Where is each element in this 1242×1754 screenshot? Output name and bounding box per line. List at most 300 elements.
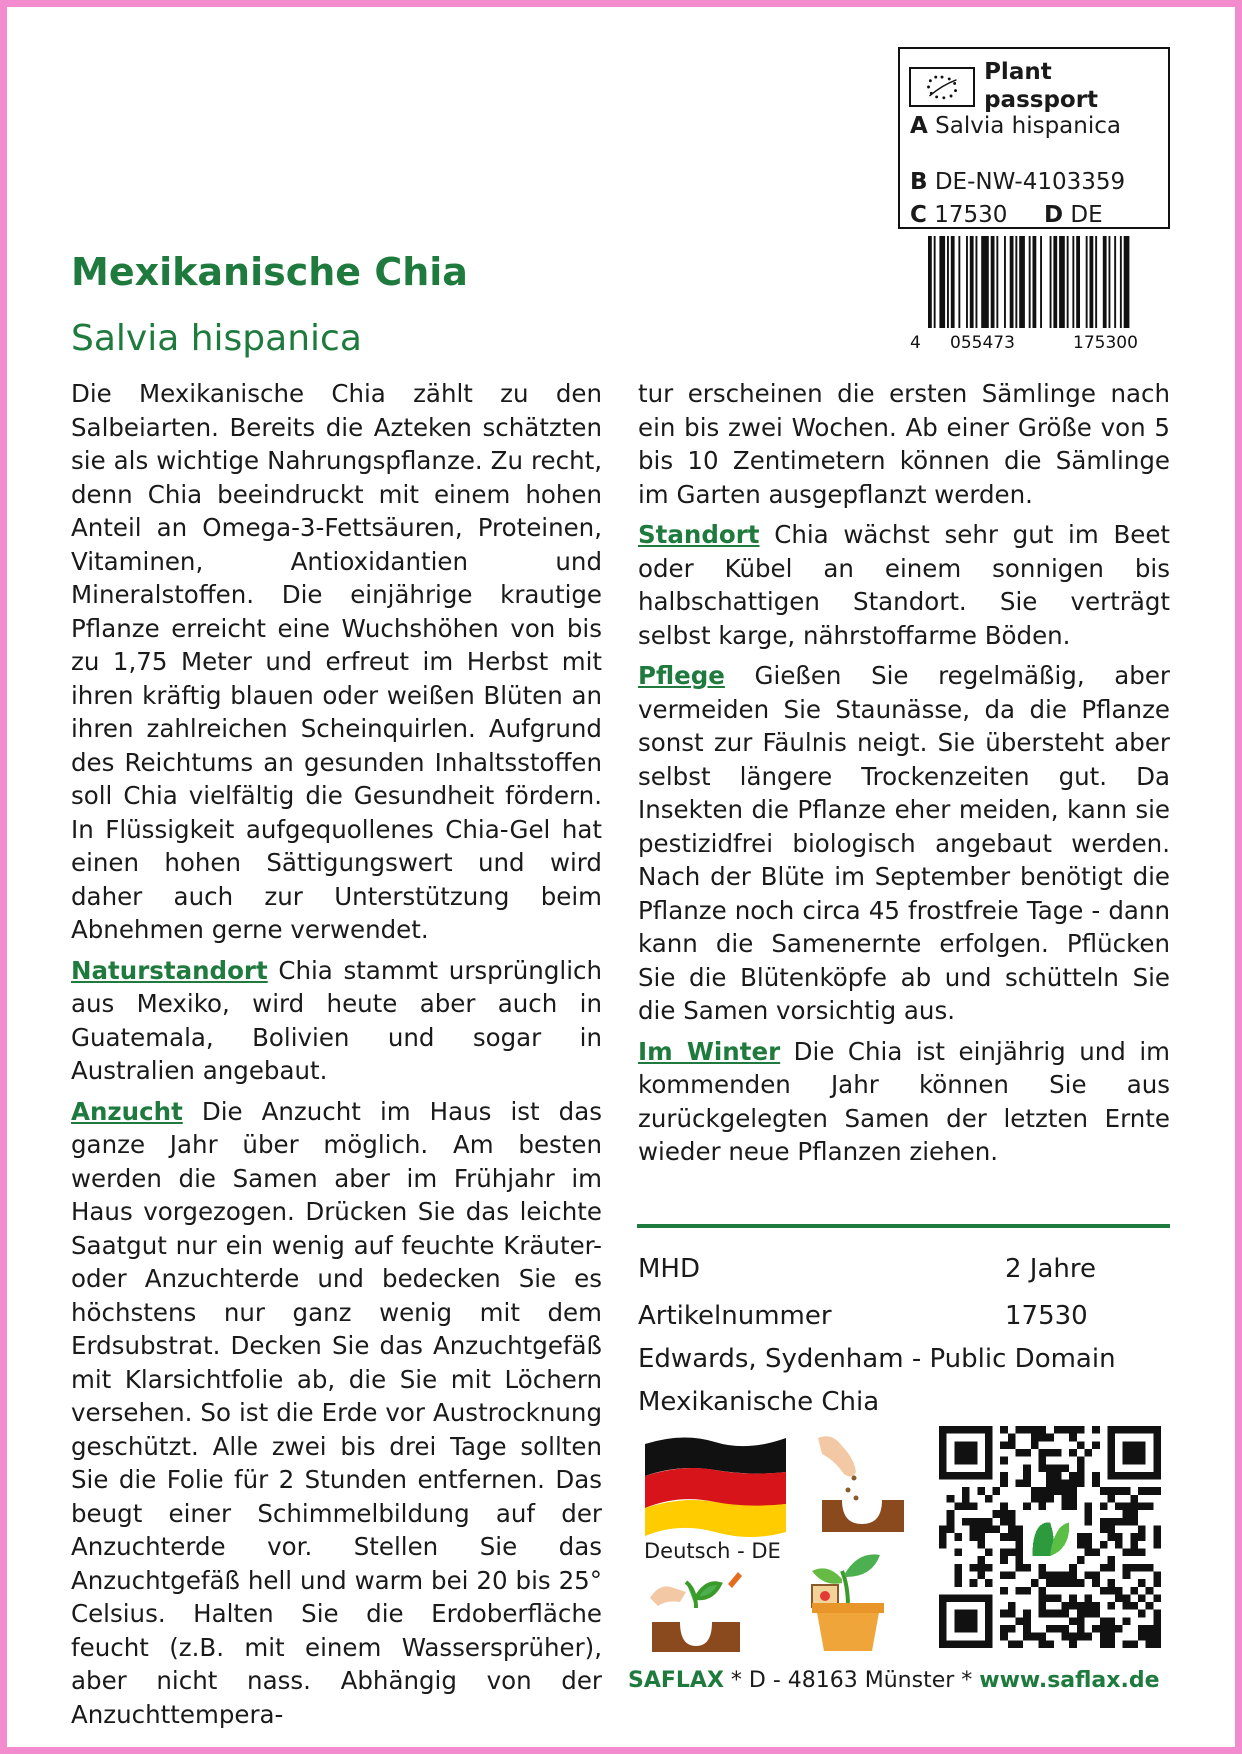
qr-module: [1153, 1579, 1161, 1587]
naturstandort-paragraph: [71, 954, 602, 1088]
barcode-bar: [1103, 236, 1107, 328]
qr-module: [977, 1487, 985, 1495]
qr-module: [1146, 1625, 1154, 1633]
qr-module: [970, 1503, 978, 1511]
qr-module: [1077, 1602, 1085, 1610]
qr-module: [954, 1610, 977, 1633]
qr-module: [1016, 1449, 1024, 1457]
qr-module: [1069, 1633, 1077, 1641]
qr-module: [1146, 1587, 1154, 1595]
qr-module: [1046, 1472, 1054, 1480]
barcode-bar: [1040, 236, 1042, 328]
qr-module: [1138, 1548, 1146, 1556]
qr-module: [1123, 1503, 1131, 1511]
qr-module: [939, 1541, 947, 1549]
barcode-bar: [1050, 236, 1052, 328]
qr-module: [1031, 1434, 1039, 1442]
qr-module: [1069, 1426, 1077, 1434]
qr-module: [1031, 1487, 1039, 1495]
qr-module: [1107, 1526, 1115, 1534]
qr-module: [1138, 1594, 1146, 1602]
qr-module: [1130, 1510, 1138, 1518]
qr-module: [1023, 1426, 1031, 1434]
standort-heading: Standort: [638, 520, 760, 549]
qr-module: [1039, 1464, 1047, 1472]
qr-module: [1046, 1594, 1054, 1602]
qr-module: [1123, 1441, 1146, 1464]
barcode-bar: [1059, 236, 1065, 328]
qr-module: [1130, 1518, 1138, 1526]
qr-module: [1077, 1464, 1085, 1472]
qr-module: [1031, 1579, 1039, 1587]
qr-module: [1115, 1594, 1123, 1602]
qr-module: [1138, 1526, 1146, 1534]
language-label: Deutsch - DE: [644, 1539, 781, 1563]
barcode-bar: [996, 236, 998, 328]
qr-module: [1084, 1510, 1092, 1518]
qr-module: [1031, 1441, 1039, 1449]
qr-module: [1039, 1503, 1047, 1511]
barcode-bar: [1053, 236, 1057, 328]
qr-module: [1115, 1625, 1123, 1633]
qr-module: [1153, 1526, 1161, 1534]
qr-module: [939, 1426, 993, 1434]
qr-module: [954, 1503, 962, 1511]
qr-module: [1069, 1503, 1077, 1511]
qr-module: [977, 1533, 985, 1541]
barcode-digits-left: 055473: [950, 333, 1015, 351]
qr-module: [1138, 1579, 1146, 1587]
qr-module: [1023, 1617, 1031, 1625]
qr-module: [1054, 1625, 1062, 1633]
qr-module: [1146, 1487, 1154, 1495]
barcode-bar: [1010, 236, 1014, 328]
barcode-bar: [1019, 236, 1025, 328]
qr-module: [993, 1487, 1001, 1495]
qr-module: [1077, 1533, 1085, 1541]
qr-module: [1107, 1426, 1115, 1480]
passport-c-label: C: [910, 202, 927, 228]
qr-module: [1084, 1541, 1092, 1549]
qr-module: [1077, 1457, 1085, 1465]
qr-module: [1138, 1633, 1146, 1641]
qr-module: [939, 1594, 993, 1602]
qr-module: [1100, 1633, 1108, 1641]
barcode-bar: [934, 236, 936, 328]
qr-module: [1008, 1640, 1016, 1648]
qr-code-icon: [939, 1426, 1161, 1648]
qr-module: [1069, 1602, 1077, 1610]
qr-module: [1123, 1640, 1131, 1648]
qr-module: [1107, 1602, 1115, 1610]
qr-module: [1069, 1480, 1077, 1488]
qr-module: [1016, 1480, 1024, 1488]
passport-row-c: [910, 202, 1103, 230]
qr-module: [1100, 1503, 1108, 1511]
qr-module: [985, 1564, 993, 1572]
qr-module: [1153, 1487, 1161, 1495]
passport-a-label: A: [910, 113, 928, 139]
qr-module: [1084, 1610, 1092, 1618]
passport-c-value: 17530: [934, 202, 1008, 228]
barcode-bar: [958, 236, 960, 328]
qr-module: [1123, 1487, 1131, 1495]
barcode-bar: [1109, 236, 1111, 328]
sowing-hand-icon: [812, 1428, 912, 1538]
qr-module: [985, 1579, 993, 1587]
page-title: Mexikanische Chia: [71, 250, 468, 294]
qr-module: [977, 1571, 985, 1579]
qr-module: [1100, 1587, 1108, 1595]
qr-module: [1100, 1625, 1108, 1633]
qr-module: [1130, 1541, 1138, 1549]
winter-paragraph: [638, 1035, 1170, 1169]
qr-module: [1000, 1441, 1008, 1449]
qr-module: [1146, 1633, 1154, 1641]
barcode-bar: [991, 236, 995, 328]
qr-module: [1146, 1564, 1154, 1572]
qr-module: [1046, 1625, 1054, 1633]
pflege-heading: Pflege: [638, 661, 725, 690]
passport-d-value: DE: [1070, 202, 1103, 228]
qr-module: [954, 1533, 962, 1541]
qr-module: [970, 1579, 978, 1587]
qr-module: [1100, 1640, 1108, 1648]
qr-module: [1107, 1640, 1115, 1648]
qr-module: [1046, 1571, 1054, 1579]
qr-module: [1039, 1610, 1047, 1618]
qr-module: [1061, 1487, 1069, 1495]
barcode-bar: [1015, 236, 1017, 328]
qr-module: [1077, 1472, 1085, 1480]
qr-module: [962, 1487, 970, 1495]
potted-seedling-icon: [798, 1545, 898, 1655]
qr-module: [1115, 1587, 1123, 1595]
qr-module: [1008, 1434, 1016, 1442]
footer-url[interactable]: www.saflax.de: [979, 1668, 1160, 1693]
qr-module: [1115, 1503, 1123, 1511]
qr-module: [962, 1503, 970, 1511]
qr-module: [1039, 1495, 1047, 1503]
qr-module: [1107, 1587, 1115, 1595]
qr-module: [1046, 1480, 1054, 1488]
qr-module: [1023, 1480, 1031, 1488]
qr-module: [1077, 1579, 1085, 1587]
qr-module: [1130, 1495, 1138, 1503]
barcode-bar: [1086, 236, 1088, 328]
qr-module: [1054, 1464, 1062, 1472]
qr-module: [1069, 1640, 1077, 1648]
qr-module: [1069, 1564, 1077, 1572]
artikel-value: 17530: [1005, 1301, 1088, 1331]
qr-module: [1115, 1541, 1123, 1549]
qr-module: [1153, 1426, 1161, 1480]
qr-module: [1023, 1503, 1031, 1511]
qr-module: [1092, 1571, 1100, 1579]
qr-module: [1084, 1449, 1092, 1457]
qr-module: [1016, 1533, 1024, 1541]
qr-module: [1100, 1564, 1108, 1572]
qr-module: [1023, 1449, 1031, 1457]
qr-module: [1077, 1480, 1085, 1488]
qr-module: [1000, 1533, 1008, 1541]
qr-module: [1153, 1594, 1161, 1602]
intro-paragraph: Die Mexikanische Chia zählt zu den Salbeiarten. Bereits die Azteken schätzten sie als wichtige Nahrungspflanze. Zu recht, denn Chia beeindruckt mit einem hohen Anteil an Omega-3-Fettsäuren, Proteinen, Vitaminen, Antioxidantien und Mineralstoffen. Die einjährige krautige Pflanze erreicht eine Wuchshöhen von bis zu 1,75 Meter und erfreut im Herbst mit ihren kräftig blauen oder weißen Blüten an ihren zahlreichen Scheinquirlen. Aufgrund des Reichtums an gesunden Inhaltsstoffen soll Chia vielfältig die Gesundheit fördern. In Flüssigkeit aufgequollenes Chia-Gel hat einen hohen Sättigungswert und wird daher auch zur Unterstützung beim Abnehmen gerne verwendet.: [71, 379, 602, 944]
barcode-bar: [939, 236, 945, 328]
barcode-bar: [1120, 236, 1122, 328]
qr-module: [1016, 1526, 1024, 1534]
qr-module: [1016, 1617, 1024, 1625]
qr-module: [1107, 1564, 1115, 1572]
qr-module: [1008, 1526, 1016, 1534]
pflege-paragraph: [638, 659, 1170, 1028]
barcode-bar: [928, 236, 932, 328]
qr-module: [1008, 1510, 1016, 1518]
barcode-bar: [970, 236, 974, 328]
qr-module: [1061, 1480, 1069, 1488]
qr-module: [1153, 1533, 1161, 1541]
barcode-digit-first: 4: [910, 333, 921, 351]
qr-module: [1092, 1441, 1100, 1449]
qr-module: [1130, 1533, 1138, 1541]
qr-module: [1023, 1464, 1031, 1472]
qr-module: [1092, 1426, 1100, 1434]
barcode-bar: [981, 236, 989, 328]
naturstandort-text: Chia stammt ursprünglich aus Mexiko, wird heute aber auch in Guatemala, Bolivien und sogar in Australien angebaut.: [71, 955, 602, 1085]
qr-module: [1054, 1472, 1062, 1480]
qr-module: [993, 1510, 1001, 1518]
qr-module: [1146, 1503, 1154, 1511]
qr-module: [985, 1526, 993, 1534]
qr-module: [1023, 1625, 1031, 1633]
qr-module: [1084, 1533, 1092, 1541]
barcode-bar: [947, 236, 949, 328]
qr-module: [1069, 1449, 1077, 1457]
qr-module: [1039, 1640, 1047, 1648]
qr-module: [1061, 1426, 1069, 1434]
qr-module: [1107, 1579, 1115, 1587]
qr-module: [1023, 1472, 1031, 1480]
qr-module: [939, 1594, 947, 1648]
anzucht-text: Die Anzucht im Haus ist das ganze Jahr über möglich. Am besten werden die Samen aber im Frühjahr im Haus vorgezogen. Drücken Sie das leichte Saatgut nur ein wenig auf feuchte Kräuter- oder Anzuchterde und bedecken Sie es höchstens nur ganz wenig mit dem Erdsubstrat. Decken Sie das Anzuchtgefäß mit Klarsichtfolie ab, die Sie mit Löchern versehen. So ist die Erde vor Austrocknung geschützt. Alle zwei bis drei Tage sollten Sie die Folie für 2 Stunden entfernen. Das beugt einer Schimmelbildung auf der Anzuchterde vor. Stellen Sie das Anzuchtgefäß hell und warm bei 20 bis 25° Celsius. Halten Sie die Erdoberfläche feucht (z.B. mit einem Wassersprüher), aber nicht nass. Abhängig von der Anzuchttempera-: [71, 1096, 602, 1729]
qr-module: [1000, 1503, 1008, 1511]
qr-module: [939, 1533, 947, 1541]
barcode-bar: [1033, 236, 1037, 328]
qr-module: [1077, 1633, 1085, 1641]
qr-module: [1069, 1487, 1077, 1495]
qr-module: [970, 1533, 978, 1541]
qr-module: [1123, 1602, 1131, 1610]
qr-module: [1008, 1571, 1016, 1579]
qr-module: [1077, 1610, 1085, 1618]
text-column-right: [638, 377, 1170, 1176]
qr-module: [1000, 1480, 1008, 1488]
qr-module: [1130, 1503, 1138, 1511]
qr-module: [1000, 1510, 1008, 1518]
qr-module: [1000, 1472, 1008, 1480]
qr-module: [1153, 1610, 1161, 1618]
barcode: [906, 236, 1171, 351]
qr-module: [1008, 1518, 1016, 1526]
qr-module: [939, 1526, 947, 1534]
qr-module: [1069, 1617, 1077, 1625]
qr-module: [1138, 1503, 1146, 1511]
qr-module: [1092, 1610, 1100, 1618]
qr-module: [1138, 1487, 1146, 1495]
qr-module: [1008, 1602, 1016, 1610]
qr-module: [1039, 1602, 1047, 1610]
qr-module: [985, 1426, 993, 1480]
qr-module: [939, 1640, 993, 1648]
barcode-bar: [1067, 236, 1069, 328]
qr-module: [1077, 1617, 1085, 1625]
qr-module: [1084, 1518, 1092, 1526]
qr-module: [1000, 1548, 1008, 1556]
flag-germany-icon: [643, 1432, 788, 1538]
qr-module: [1107, 1556, 1115, 1564]
qr-module: [1039, 1587, 1047, 1595]
qr-module: [1016, 1426, 1024, 1434]
qr-module: [1123, 1617, 1131, 1625]
text-column-left: [71, 377, 602, 1738]
footer-brand: SAFLAX: [628, 1668, 724, 1693]
qr-module: [1061, 1503, 1069, 1511]
qr-module: [947, 1495, 955, 1503]
qr-module: [1061, 1633, 1069, 1641]
qr-module: [977, 1526, 985, 1534]
qr-module: [1092, 1472, 1100, 1480]
qr-module: [1008, 1548, 1016, 1556]
qr-module: [1031, 1426, 1039, 1434]
qr-module: [1153, 1625, 1161, 1633]
qr-module: [962, 1518, 970, 1526]
qr-module: [1046, 1579, 1054, 1587]
qr-module: [1092, 1625, 1100, 1633]
standort-paragraph: [638, 518, 1170, 652]
qr-module: [1107, 1533, 1115, 1541]
qr-module: [1092, 1602, 1100, 1610]
qr-module: [1061, 1495, 1069, 1503]
barcode-bar: [1124, 236, 1130, 328]
qr-module: [1016, 1548, 1024, 1556]
passport-row-a: [910, 113, 1121, 141]
qr-module: [1000, 1556, 1008, 1564]
barcode-bar: [1072, 236, 1074, 328]
qr-module: [1115, 1487, 1123, 1495]
qr-module: [1054, 1480, 1062, 1488]
qr-module: [1000, 1426, 1008, 1434]
qr-module: [970, 1518, 978, 1526]
qr-module: [1069, 1495, 1077, 1503]
qr-module: [1000, 1571, 1008, 1579]
qr-module: [1031, 1495, 1039, 1503]
qr-module: [1130, 1564, 1138, 1572]
qr-module: [1153, 1640, 1161, 1648]
qr-module: [1046, 1495, 1054, 1503]
qr-module: [1107, 1426, 1161, 1434]
artikel-label: Artikelnummer: [638, 1301, 832, 1331]
qr-module: [1107, 1495, 1115, 1503]
passport-d-label: D: [1044, 202, 1064, 228]
qr-module: [1138, 1533, 1146, 1541]
qr-module: [1084, 1633, 1092, 1641]
barcode-bar: [951, 236, 955, 328]
qr-module: [1000, 1518, 1008, 1526]
qr-module: [977, 1518, 985, 1526]
passport-b-label: B: [910, 169, 928, 195]
qr-module: [1000, 1625, 1008, 1633]
qr-module: [1061, 1602, 1069, 1610]
barcode-bar: [1076, 236, 1080, 328]
qr-module: [1077, 1625, 1085, 1633]
qr-module: [1046, 1464, 1054, 1472]
qr-module: [1123, 1564, 1131, 1572]
qr-module: [939, 1426, 947, 1480]
footer-address: * D - 48163 Münster *: [723, 1668, 980, 1693]
qr-module: [1107, 1633, 1115, 1641]
qr-module: [1107, 1487, 1115, 1495]
qr-module: [1100, 1541, 1108, 1549]
qr-module: [1153, 1541, 1161, 1549]
qr-module: [1069, 1594, 1077, 1602]
qr-module: [985, 1548, 993, 1556]
qr-module: [1077, 1426, 1085, 1434]
qr-module: [1054, 1594, 1062, 1602]
qr-module: [947, 1518, 955, 1526]
qr-module: [977, 1541, 985, 1549]
qr-module: [1084, 1503, 1092, 1511]
qr-module: [1054, 1610, 1062, 1618]
qr-module: [1153, 1617, 1161, 1625]
qr-module: [947, 1510, 955, 1518]
qr-module: [1054, 1579, 1062, 1587]
passport-row-b: [910, 169, 1125, 197]
eu-organic-leaf-icon: [909, 67, 975, 107]
qr-module: [1054, 1571, 1062, 1579]
passport-title: Plant passport: [984, 59, 1099, 113]
qr-module: [1130, 1587, 1138, 1595]
mhd-value: 2 Jahre: [1005, 1254, 1096, 1284]
barcode-bar: [1029, 236, 1031, 328]
qr-module: [1123, 1518, 1131, 1526]
qr-module: [1092, 1579, 1100, 1587]
qr-module: [1008, 1610, 1016, 1618]
barcode-bar: [1095, 236, 1097, 328]
qr-module: [1000, 1587, 1008, 1595]
qr-module: [1092, 1480, 1100, 1488]
qr-module: [1153, 1571, 1161, 1579]
qr-module: [1008, 1533, 1016, 1541]
qr-module: [947, 1526, 955, 1534]
qr-module: [1146, 1640, 1154, 1648]
qr-module: [939, 1472, 993, 1480]
barcode-bar: [1090, 236, 1094, 328]
qr-module: [1039, 1487, 1047, 1495]
qr-module: [1000, 1610, 1008, 1618]
qr-module: [977, 1564, 985, 1572]
qr-module: [1023, 1633, 1031, 1641]
anzucht-heading: Anzucht: [71, 1096, 183, 1126]
pflege-text: Gießen Sie regelmäßig, aber vermeiden Sie Staunässe, da die Pflanze sonst zur Fäulnis neigt. Sie übersteht aber selbst längere Trockenzeiten gut. Da Insekten die Pflanze eher meiden, kann sie pestizidfrei biologisch angebaut werden. Nach der Blüte im September benötigt die Pflanze noch circa 45 frostfreie Tage - dann kann die Samenernte erfolgen. Pflücken Sie die Blütenköpfe ab und schütteln Sie die Samen vorsichtig aus.: [638, 661, 1170, 1025]
qr-module: [1039, 1571, 1047, 1579]
qr-module: [1130, 1548, 1138, 1556]
qr-module: [977, 1556, 985, 1564]
qr-module: [1100, 1617, 1108, 1625]
qr-module: [1039, 1434, 1047, 1442]
qr-module: [1077, 1556, 1085, 1564]
barcode-bar: [1114, 236, 1116, 328]
qr-module: [1100, 1518, 1108, 1526]
